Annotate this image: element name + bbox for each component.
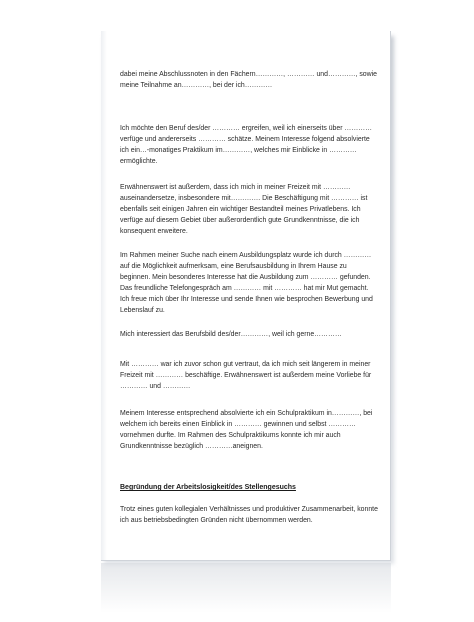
paragraph-career-choice: Ich möchte den Beruf des/der ………… ergreifen, weil ich einerseits über ………… verfüge und andererseits ………… schätze. Meinem Interesse folgend absolvierte ich ein…-monatiges Praktikum im…………, welches mir Einblicke in ………… ermöglichte. — [120, 125, 372, 165]
paragraph-hobbies: Erwähnenswert ist außerdem, dass ich mich in meiner Freizeit mit ………… auseinandersetze, insbesondere mit…………. Die Beschäftigung mit ………… ist ebenfalls seit einigen Jahren ein wichtiger Bestandteil meines Privatlebens. Ich verfüge auf diesem Gebiet über außerordentlich gute Grundkenntnisse, die ich konsequent erweitere. — [120, 184, 368, 235]
paragraph-closing: Trotz eines guten kollegialen Verhältnisses und produktiver Zusammenarbeit, konnte ich aus betriebsbedingten Gründen nicht übernommen werden. — [120, 506, 378, 524]
paragraph-grades: dabei meine Abschlussnoten in den Fächern…………, ………… und…………, sowie meine Teilnahme an…………, bei der ich………… — [120, 71, 377, 89]
paragraph-application-source: Im Rahmen meiner Suche nach einem Ausbildungsplatz wurde ich durch ………… auf die Möglichkeit aufmerksam, eine Berufsausbildung in Ihrem Hause zu beginnen. Mein besonderes Interesse hat die Ausbildung zum ………… gefunden. Das freundliche Telefongespräch am ………… mit ………… hat mir Mut gemacht. Ich freue mich über Ihr Interesse und sende Ihnen wie besprochen Bewerbung und Lebenslauf zu. — [120, 252, 373, 314]
paragraph-familiarity: Mit ………… war ich zuvor schon gut vertraut, da ich mich seit längerem in meiner Freizeit mit ………… beschäftige. Erwähnenswert ist außerdem meine Vorliebe für ………… und ………… — [120, 361, 372, 390]
page-reflection — [101, 563, 391, 613]
paragraph-internship: Meinem Interesse entsprechend absolvierte ich ein Schulpraktikum in…………, bei welchem ich bereits einen Einblick in ………… gewinnen und selbst ………… vornehmen durfte. Im Rahmen des Schulpraktikums konnte ich mir auch Grundkenntnisse bezüglich …………aneignen. — [120, 410, 373, 450]
document-page — [101, 31, 391, 561]
section-heading: Begründung der Arbeitslosigkeit/des Stellengesuchs — [120, 484, 296, 491]
paragraph-job-interest: Mich interessiert das Berufsbild des/der…………, weil ich gerne………… — [120, 331, 342, 338]
